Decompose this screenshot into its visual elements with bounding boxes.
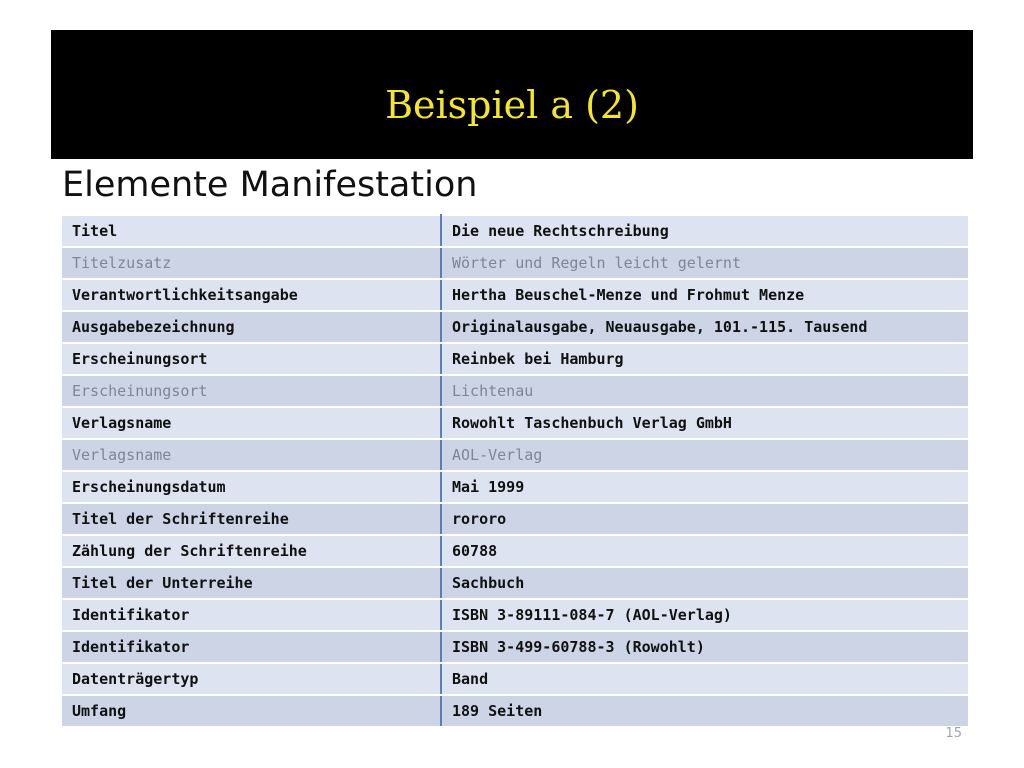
field-value: Hertha Beuschel-Menze und Frohmut Menze (441, 279, 969, 311)
field-label: Umfang (61, 695, 441, 727)
table-row (61, 375, 969, 407)
field-value: Sachbuch (441, 567, 969, 599)
table-row (61, 695, 969, 727)
section-heading: Elemente Manifestation (62, 165, 478, 205)
field-label: Zählung der Schriftenreihe (61, 535, 441, 567)
table-row (61, 535, 969, 567)
field-label: Verlagsname (61, 407, 441, 439)
field-value: rororo (441, 503, 969, 535)
field-label: Erscheinungsdatum (61, 471, 441, 503)
field-value: Rowohlt Taschenbuch Verlag GmbH (441, 407, 969, 439)
field-label: Titel (61, 215, 441, 247)
field-label: Identifikator (61, 631, 441, 663)
table-row (61, 503, 969, 535)
table-row (61, 631, 969, 663)
field-value: Die neue Rechtschreibung (441, 215, 969, 247)
field-value: Mai 1999 (441, 471, 969, 503)
title-bar (51, 30, 973, 159)
field-label: Verantwortlichkeitsangabe (61, 279, 441, 311)
table-body (61, 215, 969, 727)
manifestation-table (60, 214, 970, 728)
field-label: Titel der Unterreihe (61, 567, 441, 599)
field-value: AOL-Verlag (441, 439, 969, 471)
field-value: Lichtenau (441, 375, 969, 407)
table-row (61, 439, 969, 471)
field-label: Erscheinungsort (61, 375, 441, 407)
field-value: Originalausgabe, Neuausgabe, 101.-115. Tausend (441, 311, 969, 343)
table-row (61, 599, 969, 631)
field-label: Titelzusatz (61, 247, 441, 279)
table-row (61, 343, 969, 375)
field-value: Wörter und Regeln leicht gelernt (441, 247, 969, 279)
field-label: Erscheinungsort (61, 343, 441, 375)
table-row (61, 407, 969, 439)
table-row (61, 663, 969, 695)
field-label: Titel der Schriftenreihe (61, 503, 441, 535)
field-label: Ausgabebezeichnung (61, 311, 441, 343)
table-row (61, 311, 969, 343)
field-value: 60788 (441, 535, 969, 567)
table-row (61, 279, 969, 311)
field-label: Verlagsname (61, 439, 441, 471)
table-row (61, 247, 969, 279)
page-number: 15 (945, 726, 962, 741)
field-value: Band (441, 663, 969, 695)
field-label: Datenträgertyp (61, 663, 441, 695)
table-row (61, 567, 969, 599)
slide-title: Beispiel a (2) (385, 83, 639, 127)
field-label: Identifikator (61, 599, 441, 631)
field-value: 189 Seiten (441, 695, 969, 727)
table-row (61, 215, 969, 247)
field-value: Reinbek bei Hamburg (441, 343, 969, 375)
field-value: ISBN 3-89111-084-7 (AOL-Verlag) (441, 599, 969, 631)
field-value: ISBN 3-499-60788-3 (Rowohlt) (441, 631, 969, 663)
table-row (61, 471, 969, 503)
